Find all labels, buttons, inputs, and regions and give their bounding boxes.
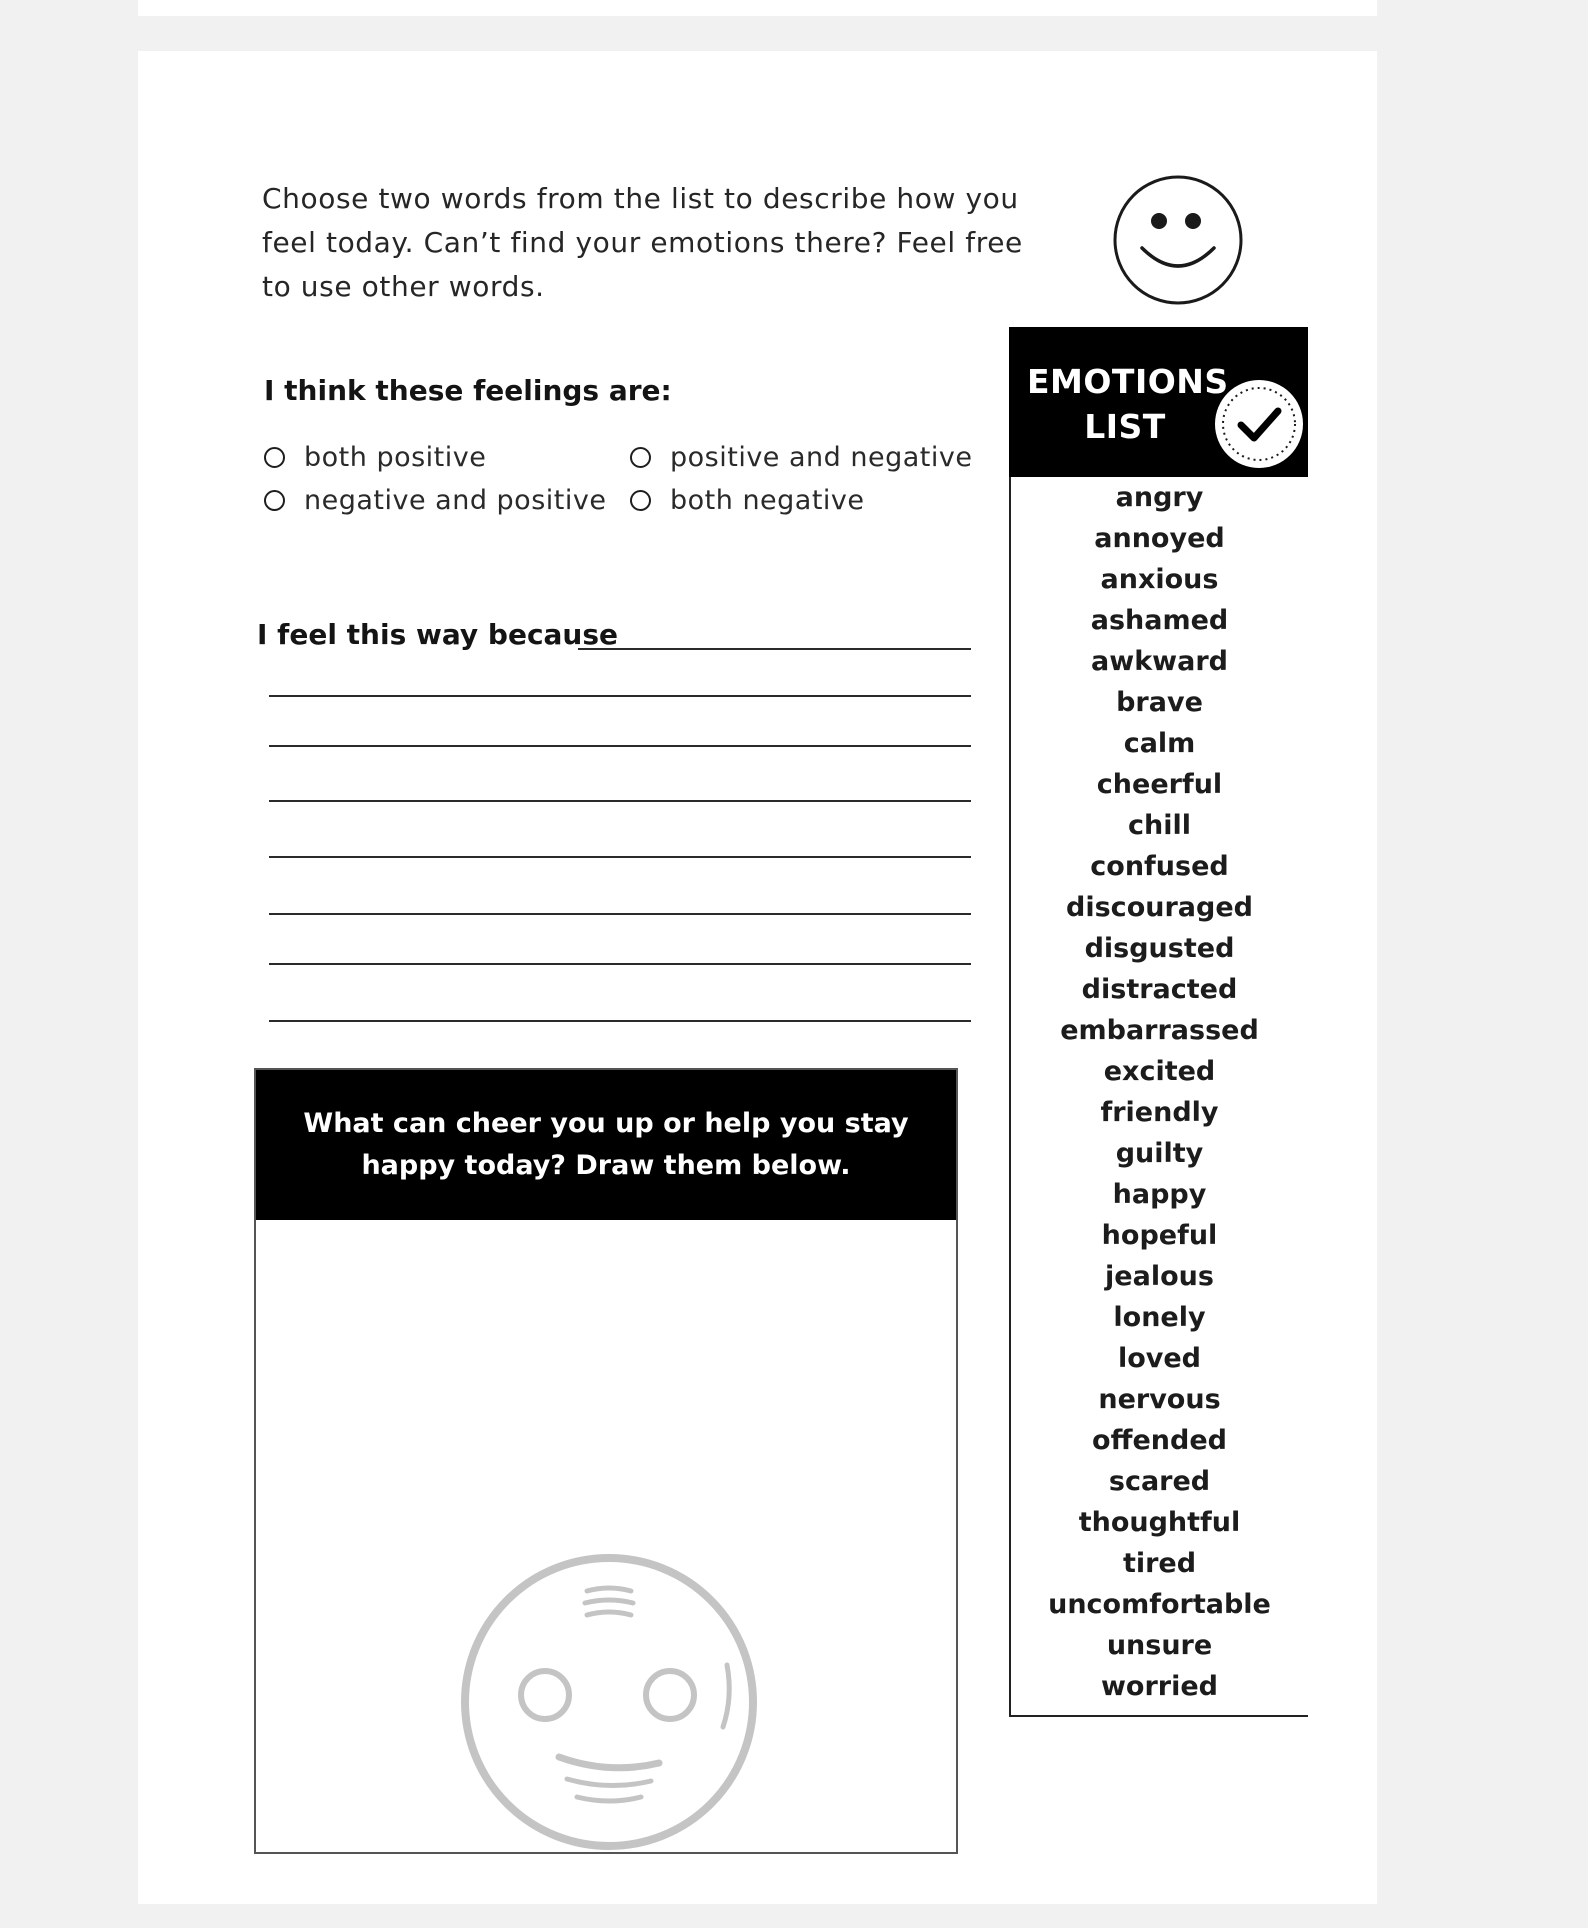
option-label: negative and positive [304, 485, 607, 516]
emotion-word: jealous [1105, 1261, 1214, 1292]
checkmark-badge-icon [1212, 377, 1306, 471]
previous-page-edge [138, 0, 1377, 16]
emotion-word: chill [1128, 810, 1191, 841]
drawing-prompt-header [256, 1070, 956, 1220]
emotions-word-list [1011, 477, 1308, 1707]
answer-line[interactable] [269, 695, 971, 697]
option-positive-and-negative[interactable] [630, 442, 972, 473]
answer-line[interactable] [269, 800, 971, 802]
emotion-word: scared [1108, 1466, 1211, 1497]
worksheet-page [138, 51, 1377, 1904]
drawing-area[interactable] [256, 1220, 956, 1852]
option-negative-and-positive[interactable] [264, 485, 606, 516]
emotion-word: ashamed [1090, 605, 1229, 636]
radio-button[interactable] [630, 447, 651, 468]
emotion-word: uncomfortable [1048, 1589, 1271, 1620]
emotion-word: unsure [1106, 1630, 1213, 1661]
feelings-heading: I think these feelings are: [264, 374, 672, 407]
radio-button[interactable] [630, 490, 651, 511]
emotion-word: angry [1115, 482, 1204, 513]
drawing-box [254, 1068, 958, 1854]
emotion-word: distracted [1081, 974, 1238, 1005]
emotion-word: lonely [1113, 1302, 1206, 1333]
emotion-word: thoughtful [1078, 1507, 1241, 1538]
radio-button[interactable] [264, 490, 285, 511]
intro-text: Choose two words from the list to describe how you feel today. Can’t find your emotions there? Feel free to use other words. [262, 182, 1023, 303]
emotion-word: loved [1117, 1343, 1202, 1374]
emotion-word: annoyed [1094, 523, 1225, 554]
answer-line[interactable] [269, 1020, 971, 1022]
emotion-word: guilty [1115, 1138, 1204, 1169]
emotions-list-panel [1009, 327, 1308, 1717]
emotion-word: tired [1122, 1548, 1197, 1579]
emotion-word: worried [1100, 1671, 1219, 1702]
emotion-word: anxious [1100, 564, 1219, 595]
emotion-word: embarrassed [1060, 1015, 1259, 1046]
emotions-list-box [1009, 477, 1308, 1717]
emotion-word: discouraged [1066, 892, 1253, 923]
emotions-list-title: EMOTIONS LIST [1027, 362, 1229, 446]
emotion-word: cheerful [1096, 769, 1223, 800]
answer-line[interactable] [578, 648, 971, 650]
emotions-list-header [1009, 327, 1308, 477]
answer-line[interactable] [269, 745, 971, 747]
emotion-word: brave [1116, 687, 1203, 718]
because-label: I feel this way because [257, 618, 619, 651]
smiley-face-icon [1112, 174, 1244, 306]
emotion-word: hopeful [1101, 1220, 1218, 1251]
emotion-word: nervous [1098, 1384, 1221, 1415]
emotion-word: awkward [1091, 646, 1228, 677]
option-both-negative[interactable] [630, 485, 865, 516]
faded-smiley-icon [459, 1547, 759, 1857]
option-label: both positive [304, 442, 487, 473]
radio-button[interactable] [264, 447, 285, 468]
answer-line[interactable] [269, 856, 971, 858]
emotion-word: excited [1103, 1056, 1216, 1087]
emotion-word: happy [1112, 1179, 1207, 1210]
option-label: both negative [670, 485, 865, 516]
emotion-word: disgusted [1084, 933, 1235, 964]
emotion-word: confused [1090, 851, 1229, 882]
answer-line[interactable] [269, 913, 971, 915]
answer-line[interactable] [269, 963, 971, 965]
emotion-word: calm [1123, 728, 1196, 759]
drawing-prompt: What can cheer you up or help you stay happy today? Draw them below. [303, 1108, 909, 1181]
option-both-positive[interactable] [264, 442, 486, 473]
emotion-word: friendly [1100, 1097, 1219, 1128]
option-label: positive and negative [670, 442, 973, 473]
emotion-word: offended [1092, 1425, 1227, 1456]
